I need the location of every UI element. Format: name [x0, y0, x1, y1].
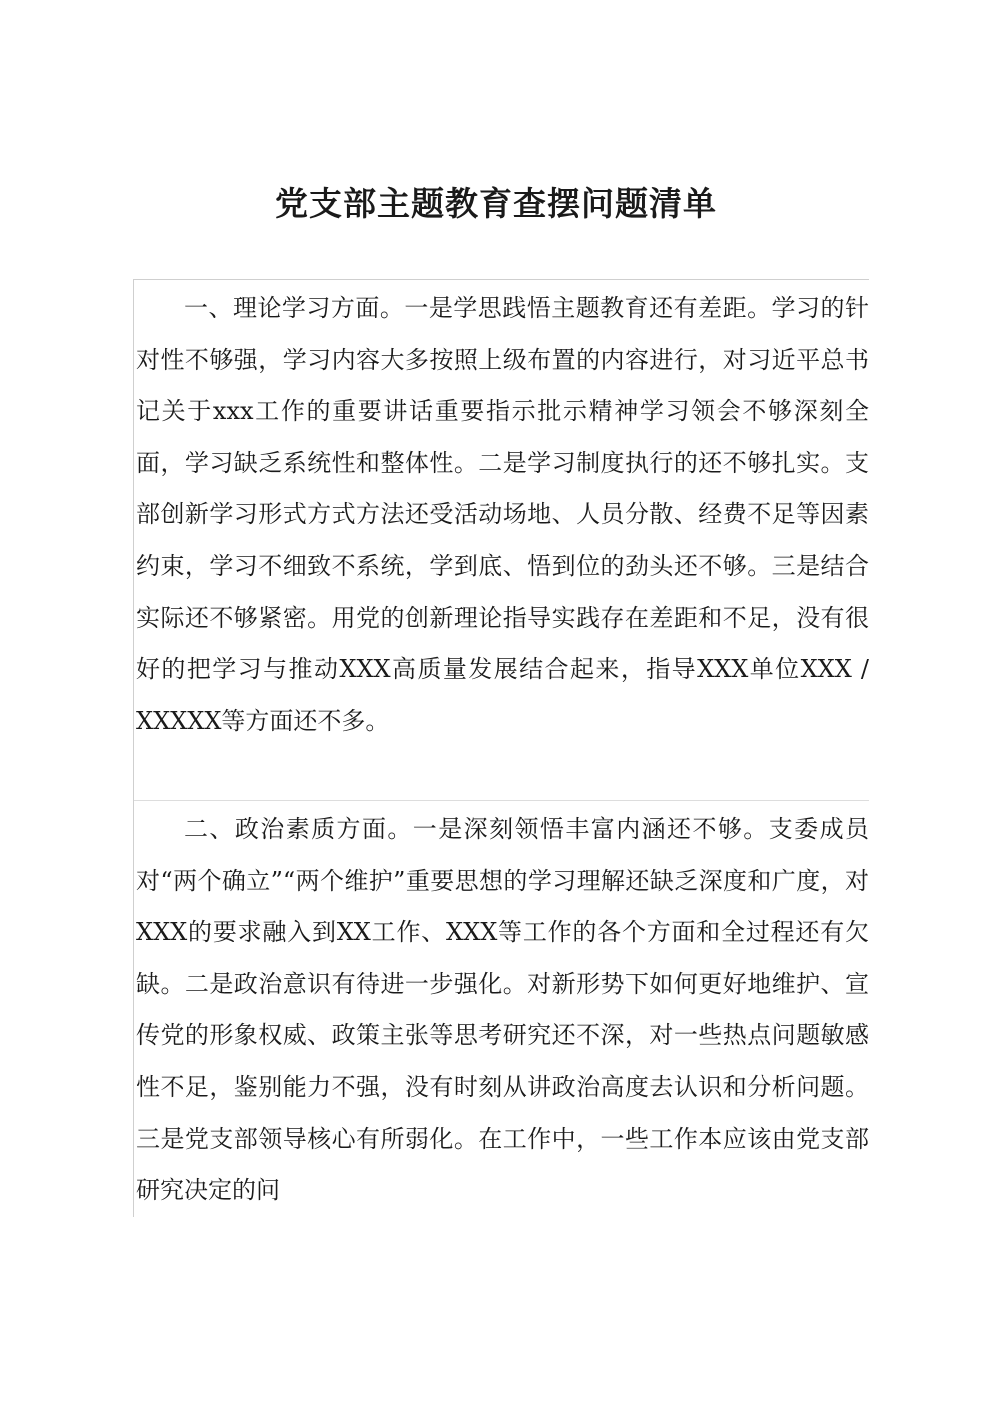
paragraph-theory-study: 一、理论学习方面。一是学思践悟主题教育还有差距。学习的针对性不够强，学习内容大多按照上级布置的内容进行，对习近平总书记关于xxx工作的重要讲话重要指示批示精神学习领会不够深刻全面，学习缺乏系统性和整体性。二是学习制度执行的还不够扎实。支部创新学习形式方式方法还受活动场地、人员分散、经费不足等因素约束，学习不细致不系统，学到底、悟到位的劲头还不够。三是结合实际还不够紧密。用党的创新理论指导实践存在差距和不足，没有很好的把学习与推动XXX高质量发展结合起来，指导XXX单位XXX / XXXXX等方面还不多。 [136, 294, 869, 735]
paragraph-political-quality: 二、政治素质方面。一是深刻领悟丰富内涵还不够。支委成员对“两个确立”“两个维护”重要思想的学习理解还缺乏深度和广度，对XXX的要求融入到XX工作、XXX等工作的各个方面和全过程还有欠缺。二是政治意识有待进一步强化。对新形势下如何更好地维护、宣传党的形象权威、政策主张等思考研究还不深，对一些热点问题敏感性不足，鉴别能力不强，没有时刻从讲政治高度去认识和分析问题。三是党支部领导核心有所弱化。在工作中，一些工作本应该由党支部研究决定的问 [136, 815, 869, 1205]
document-title: 党支部主题教育查摆问题清单 [275, 184, 717, 223]
paragraph-divider [134, 800, 869, 801]
content-frame [133, 279, 869, 1217]
